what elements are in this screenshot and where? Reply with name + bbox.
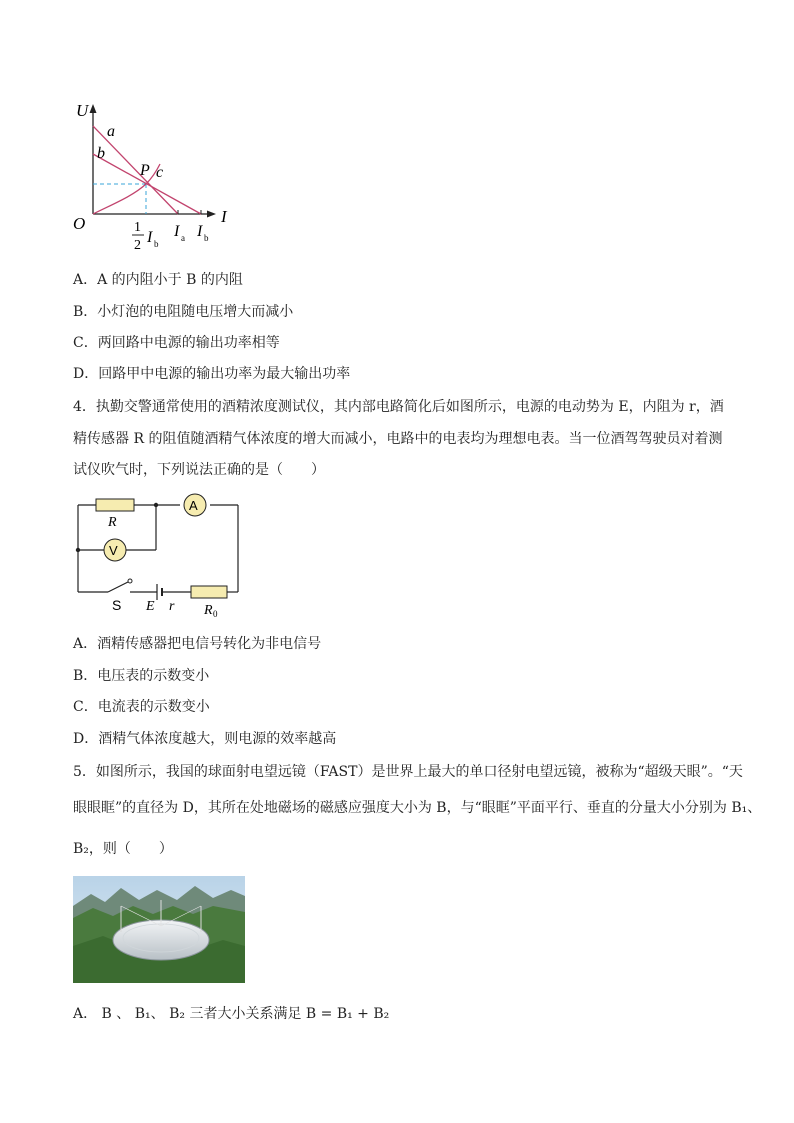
i-axis-label: I [221, 207, 227, 226]
q4-stem-line-2: 精传感器 R 的阻值随酒精气体浓度的增大而减小，电路中的电表均为理想电表。当一位酒驾驾驶员对着测 [73, 431, 723, 447]
tick-ib-sub: b [204, 233, 209, 243]
q4-option-a[interactable]: A．酒精传感器把电信号转化为非电信号 [73, 636, 322, 652]
resistor-r [96, 499, 134, 511]
q4-stem-line-3: 试仪吹气时，下列说法正确的是（ ） [73, 462, 325, 478]
q5-option-a[interactable]: A． B 、 B₁、 B₂ 三者大小关系满足 B = B₁ + B₂ [73, 1006, 390, 1022]
tick-half-denominator: 2 [134, 238, 141, 253]
q5-stem-line-1: 5．如图所示，我国的球面射电望远镜（FAST）是世界上最大的单口径射电望远镜，被称为“超级天眼”。“天 [73, 764, 743, 780]
q3-option-a[interactable]: A．A 的内阻小于 B 的内阻 [73, 272, 243, 288]
tick-half-numerator: 1 [134, 220, 141, 235]
tick-half-i: I [147, 229, 153, 246]
q4-option-d[interactable]: D．酒精气体浓度越大，则电源的效率越高 [73, 731, 337, 747]
q4-option-c[interactable]: C．电流表的示数变小 [73, 699, 210, 715]
resistor-r0-sub: 0 [213, 609, 218, 618]
u-axis-label: U [76, 101, 89, 120]
circuit-diagram [68, 488, 248, 618]
tick-ia-sub: a [181, 233, 185, 243]
resistor-r0-label: R [204, 603, 213, 618]
line-a-label: a [107, 123, 115, 140]
curve-c [93, 164, 160, 214]
origin-label: O [73, 214, 86, 233]
q3-option-b[interactable]: B．小灯泡的电阻随电压增大而减小 [73, 304, 294, 320]
resistor-r0 [191, 586, 227, 598]
voltmeter-label: V [109, 543, 118, 558]
tick-half-sub: b [154, 239, 159, 249]
q4-option-b[interactable]: B．电压表的示数变小 [73, 668, 210, 684]
switch-label: S [112, 597, 122, 613]
q5-stem-line-3: B₂，则（ ） [73, 841, 173, 857]
q3-option-c[interactable]: C．两回路中电源的输出功率相等 [73, 335, 280, 351]
internal-r-label: r [169, 599, 175, 614]
ui-graph [68, 96, 248, 256]
switch-icon [108, 582, 128, 592]
curve-c-label: c [156, 164, 164, 181]
tick-ia: I [174, 223, 180, 240]
point-p-label: P [140, 162, 150, 179]
q4-stem-line-1: 4．执勤交警通常使用的酒精浓度测试仪，其内部电路简化后如图所示，电源的电动势为 E，内阻为 r，酒 [73, 399, 724, 415]
line-a [93, 126, 178, 214]
emf-label: E [146, 599, 155, 614]
fast-telescope-photo [73, 876, 245, 983]
q3-option-d[interactable]: D．回路甲中电源的输出功率为最大输出功率 [73, 366, 351, 382]
ammeter-label: A [189, 498, 198, 513]
q5-stem-line-2: 眼眼眶”的直径为 D，其所在处地磁场的磁感应强度大小为 B，与“眼眶”平面平行、垂直的分量大小分别为 B₁、 [73, 800, 762, 816]
resistor-r-label: R [108, 515, 117, 530]
line-b-label: b [97, 145, 105, 162]
tick-ib: I [197, 223, 203, 240]
